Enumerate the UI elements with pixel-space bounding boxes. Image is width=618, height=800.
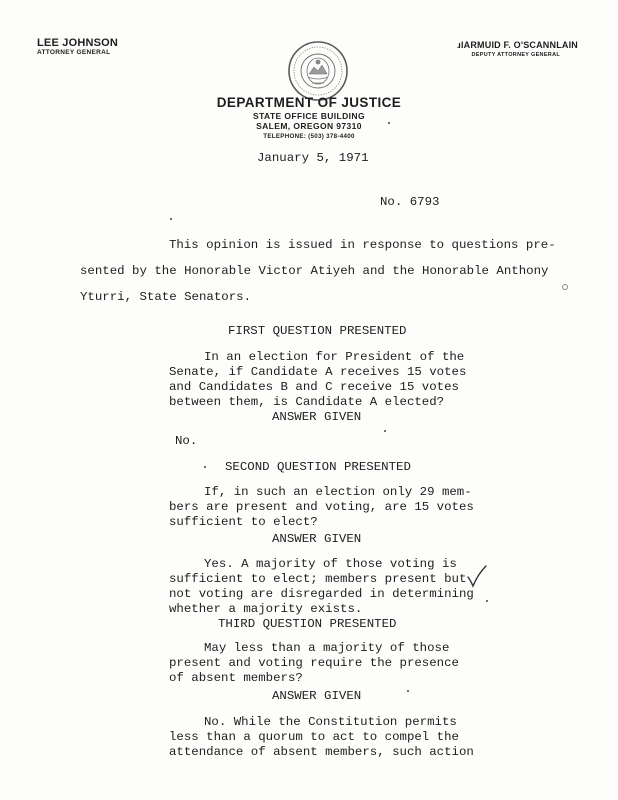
address-line-2: SALEM, OREGON 97310 xyxy=(256,121,362,131)
attorney-general-name: LEE JOHNSON xyxy=(37,37,119,49)
scan-speck xyxy=(170,218,172,220)
telephone-line: TELEPHONE: (503) 378-4400 xyxy=(263,133,355,140)
scan-speck xyxy=(388,122,390,124)
address-line-1: STATE OFFICE BUILDING xyxy=(253,111,365,121)
intro-line: Yturri, State Senators. xyxy=(80,290,252,304)
scan-speck xyxy=(562,284,568,290)
scan-speck xyxy=(486,600,488,602)
deputy-attorney-general-name: ɹIARMUID F. O'SCANNLAIN xyxy=(457,40,578,50)
check-mark-icon xyxy=(466,564,488,588)
section-heading: THIRD QUESTION PRESENTED xyxy=(218,617,397,631)
answer-text: No. While the Constitution permits less than a quorum to act to compel the attendance of absent members, such action xyxy=(169,715,474,759)
scan-speck xyxy=(407,690,409,692)
opinion-date: January 5, 1971 xyxy=(257,151,369,165)
attorney-general-title: ATTORNEY GENERAL xyxy=(37,49,111,56)
opinion-number: No. 6793 xyxy=(380,195,440,209)
scan-speck xyxy=(204,466,206,468)
oregon-state-seal-icon xyxy=(287,40,349,102)
question-text: If, in such an election only 29 mem- bers are present and voting, are 15 votes sufficient to elect? xyxy=(169,485,474,529)
answer-heading: ANSWER GIVEN xyxy=(272,689,362,703)
intro-line: This opinion is issued in response to questions pre- xyxy=(169,238,556,252)
question-text: In an election for President of the Senate, if Candidate A receives 15 votes and Candidates B and C receive 15 votes between them, is Candidate A elected? xyxy=(169,350,467,409)
answer-text: No. xyxy=(175,434,198,448)
intro-line: sented by the Honorable Victor Atiyeh and the Honorable Anthony xyxy=(80,264,549,278)
answer-text: Yes. A majority of those voting is sufficient to elect; members present but not voting are disregarded in determining whether a majority exists. xyxy=(169,557,474,616)
section-heading: SECOND QUESTION PRESENTED xyxy=(225,460,411,474)
deputy-attorney-general-title: DEPUTY ATTORNEY GENERAL xyxy=(471,52,560,58)
section-heading: FIRST QUESTION PRESENTED xyxy=(228,324,407,338)
question-text: May less than a majority of those present and voting require the presence of absent members? xyxy=(169,641,459,685)
department-name: DEPARTMENT OF JUSTICE xyxy=(216,95,402,110)
answer-heading: ANSWER GIVEN xyxy=(272,410,362,424)
answer-heading: ANSWER GIVEN xyxy=(272,532,362,546)
scan-speck xyxy=(384,430,386,432)
